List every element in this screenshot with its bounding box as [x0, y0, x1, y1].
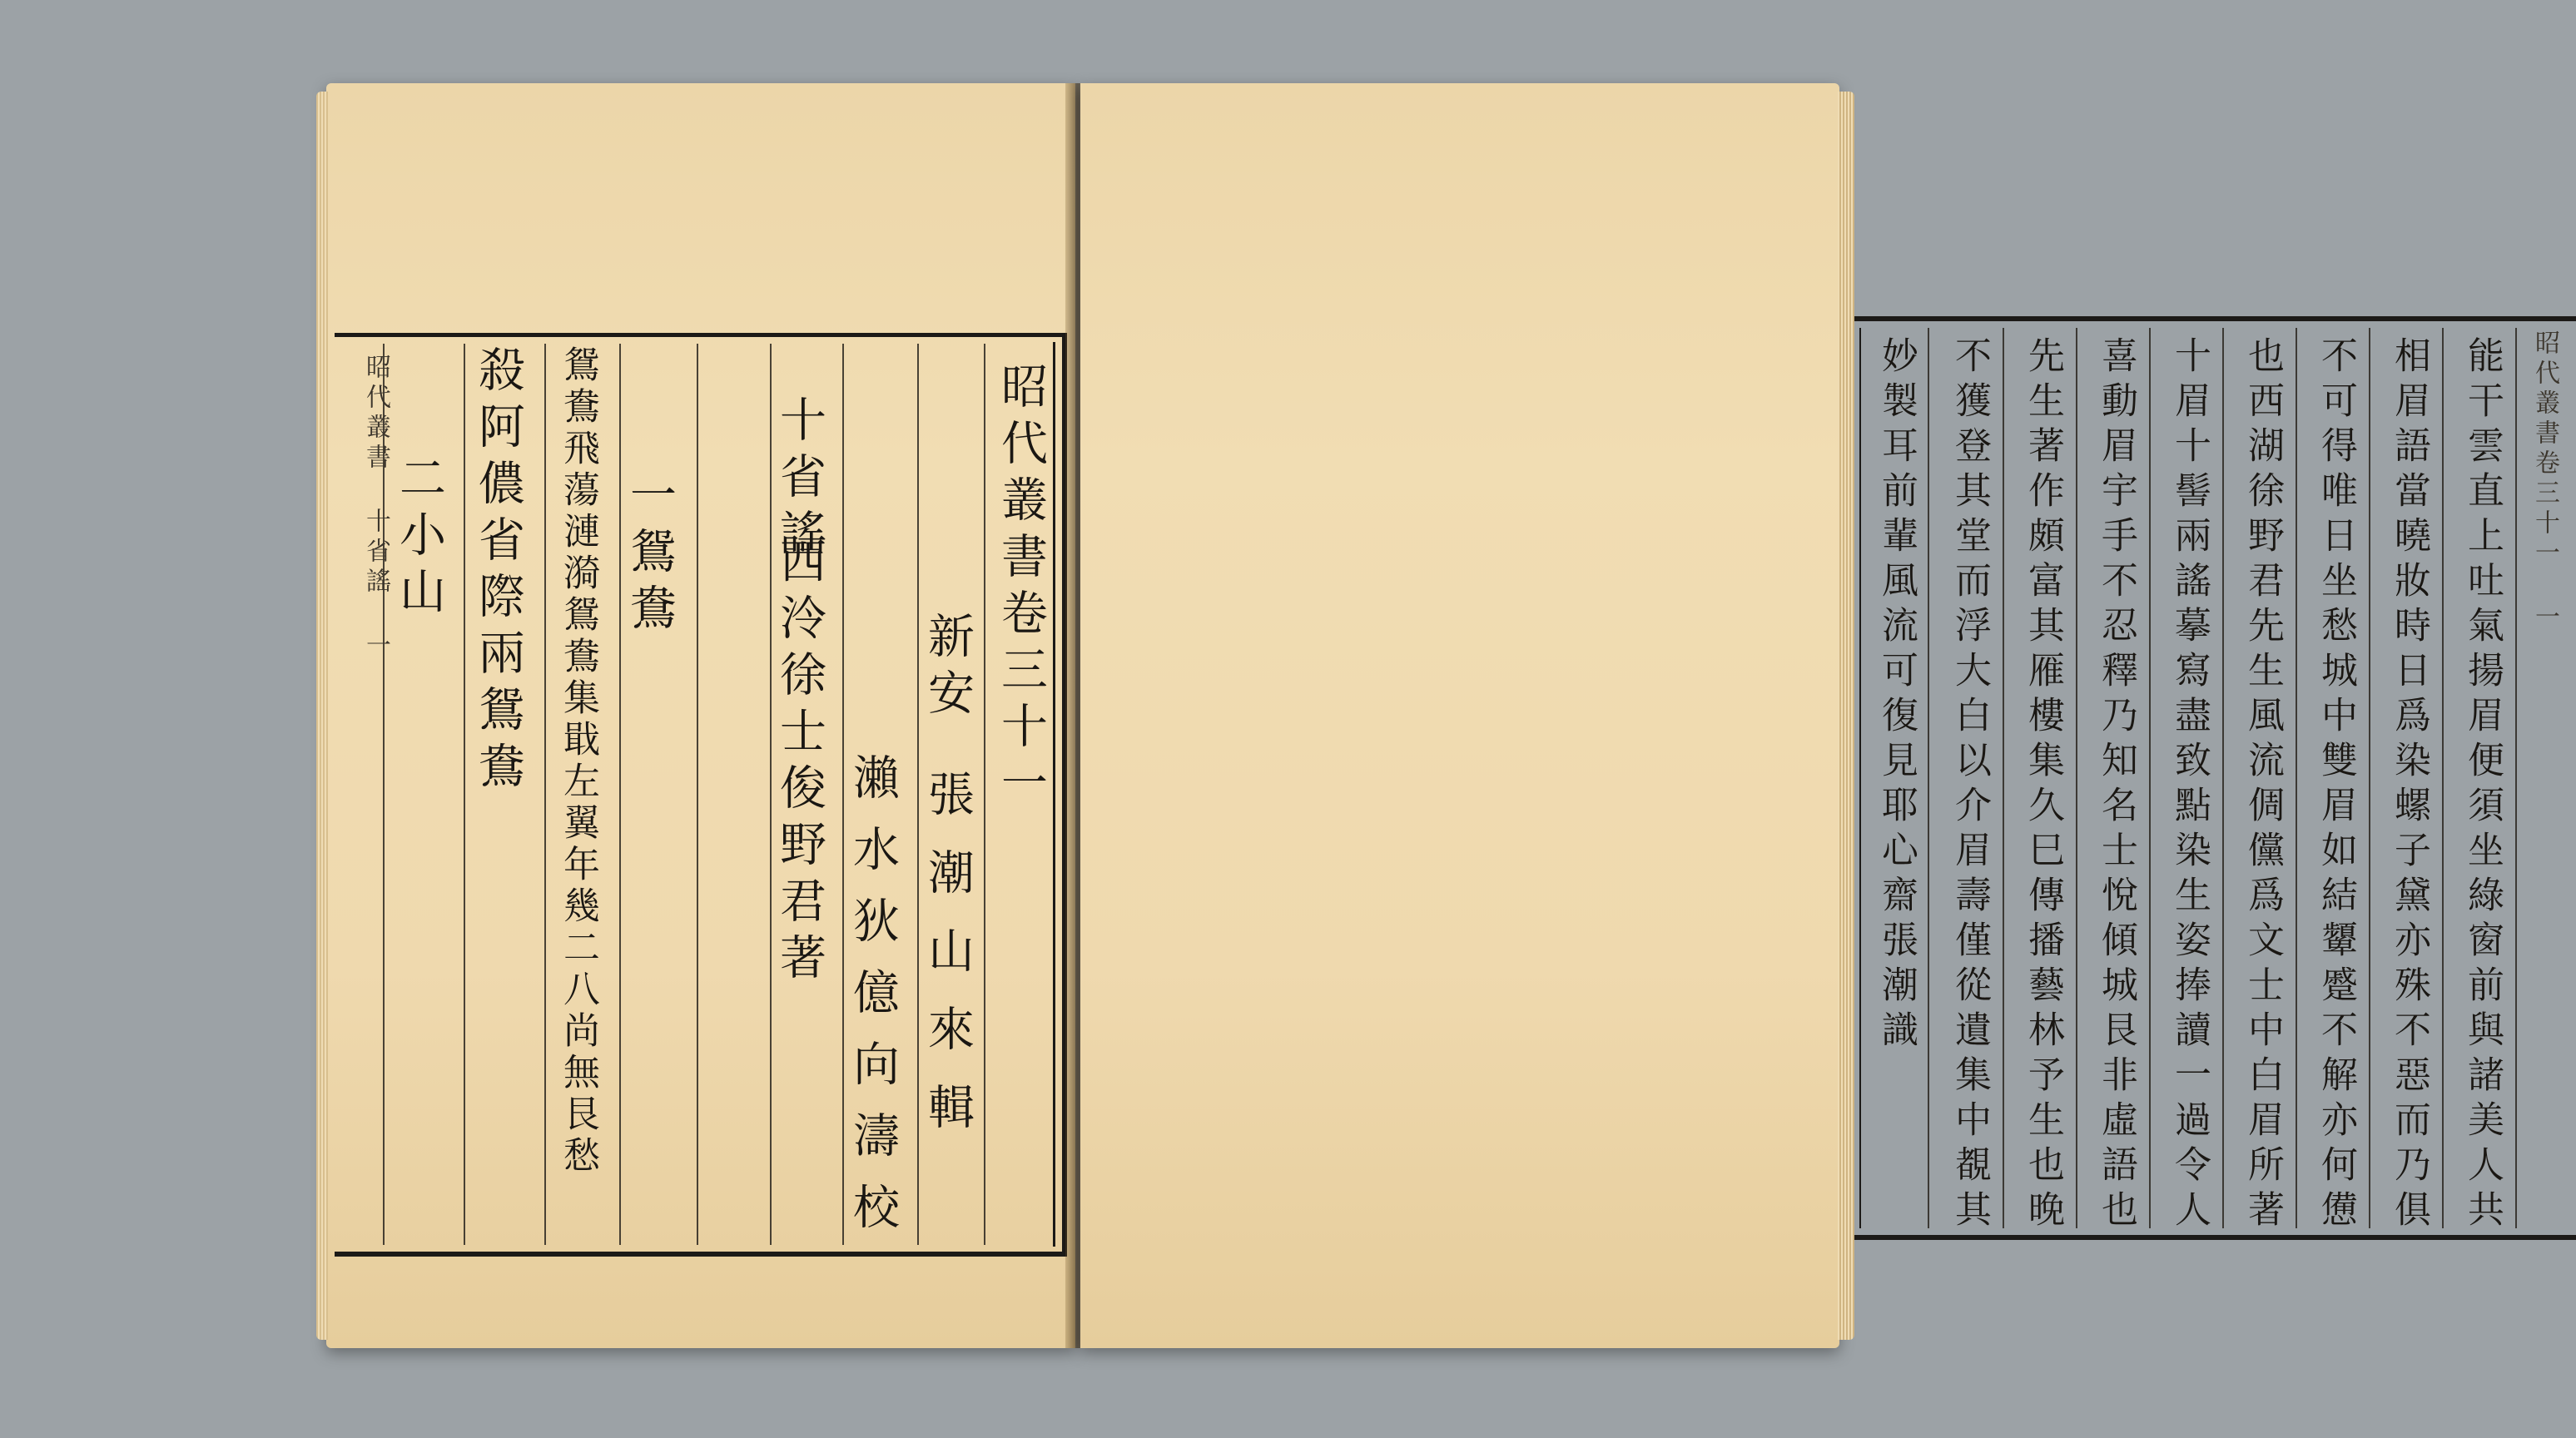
proofreader-credit: 瀨水狄億向濤校 [846, 753, 900, 1254]
right-margin-label: 昭代叢書卷三十一 一 [2530, 330, 2559, 633]
right-page [1080, 83, 2559, 1348]
preface-col-4: 也西湖徐野君先生風流倜儻爲文士中白眉所著 [2241, 336, 2284, 1235]
preface-col-7: 先生著作頗富其雁樓集久巳傳播藝林予生也晚 [2022, 336, 2064, 1235]
preface-col-9: 妙製耳前輩風流可復見耶心齋張潮識 [1875, 336, 1918, 1055]
frame-inner-line [1053, 342, 1055, 1247]
preface-col-8: 不獲登其堂而浮大白以介眉壽僅從遺集中覩其 [1948, 336, 1991, 1235]
right-page-frame [1848, 316, 2576, 1240]
left-page-frame [335, 333, 1067, 1257]
preface-col-1: 能干雲直上吐氣揚眉便須坐綠窗前與諸美人共 [2461, 336, 2504, 1235]
preface-col-5: 十眉十髻兩謠摹寫盡致點染生姿捧讀一過令人 [2168, 336, 2211, 1235]
preface-col-6: 喜動眉宇手不忍釋乃知名士悅傾城艮非虛語也 [2095, 336, 2137, 1235]
work-title: 十省謠 [772, 395, 826, 565]
poem-line-2: 殺阿儂省際兩鴛鴦 [471, 345, 525, 798]
poem-title-2: 二小山 [392, 454, 446, 623]
poem-line-1: 鴛鴦飛蕩漣漪鴛鴦集戢左翼年幾二八尚無艮愁 [557, 345, 599, 1178]
editor-origin: 新安 [921, 612, 975, 725]
preface-col-2: 相眉語當曉妝時日爲染螺子黛亦殊不惡而乃俱 [2388, 336, 2430, 1235]
preface-col-3: 不可得唯日坐愁城中雙眉如結顰蹙不解亦何憊 [2315, 336, 2357, 1235]
frame-inner-line [1859, 328, 1861, 1228]
editor-credit: 張潮山來輯 [921, 770, 975, 1161]
left-margin-label: 昭代叢書 十省謠 一 [361, 354, 390, 662]
volume-title: 昭代叢書卷三十一 [994, 362, 1048, 815]
poem-title-1: 一鴛鴦 [623, 470, 677, 640]
author-credit: 西泠徐士俊野君著 [772, 537, 826, 989]
open-book [326, 83, 2559, 1356]
left-page [326, 83, 1075, 1348]
